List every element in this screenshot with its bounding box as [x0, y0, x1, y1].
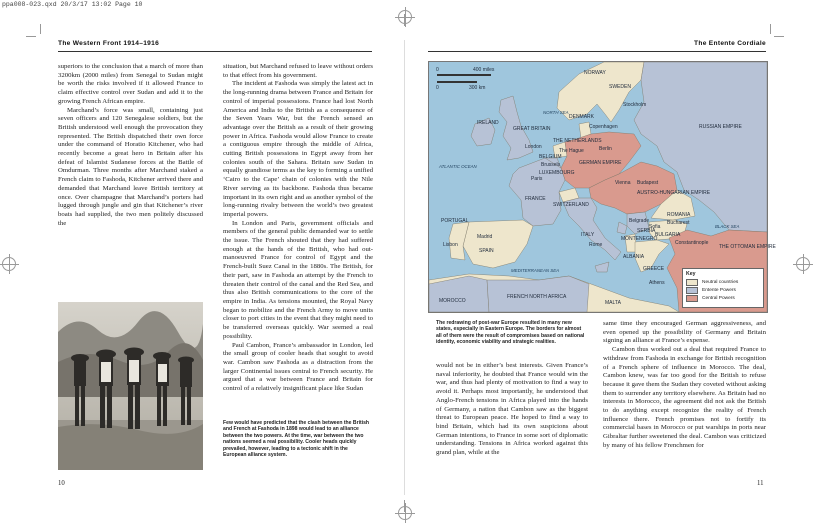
paragraph: situation, but Marchand refused to leave without orders to that effect from his government. — [223, 63, 373, 79]
label-portugal: PORTUGAL — [441, 218, 469, 224]
map-legend — [682, 268, 764, 308]
label-sofia: Sofia — [649, 224, 661, 230]
fashoda-photograph — [58, 302, 203, 470]
label-ireland: IRELAND — [477, 120, 499, 126]
paragraph: Marchand’s force was small, containing just seven officers and 120 Senegalese soldiers, but the British understood well enough the provocation they represented. The British dispatched their own force under the command of Horatio Kitchener, who had recently become a great hero in Britain after his defeat of Islamist Sudanese forces at the Battle of Omdurman. Three months after Marchand staked a French claim to Fashoda, Kitchener arrived there and demanded that Marchand leave British territory at once. Over champagne that Marchand’s porters had lugged through jungle and gin that Kitchener’s river boats had supplied, the two men politely discussed the — [58, 106, 203, 227]
label-athens: Athens — [649, 280, 665, 286]
label-atlantic: ATLANTIC OCEAN — [439, 164, 477, 169]
paragraph: The incident at Fashoda was simply the latest act in the long-running drama between France and Britain for control of imperial possessions. France had lost North America and India to the British as a consequence of the Seven Years War, but the French sensed an advantage over the British as a result of their growing power in Africa. Fashoda would allow France to create a contiguous empire through the middle of Africa, cutting British possessions in Egypt away from her colonies south of the Sahara. Britain saw Sudan in equally grandiose terms as the key to forming a unified ‘Cairo to the Cape’ chain of colonies with the Nile River serving as its backbone. Fashoda thus became important in its own right and as another symbol of the long-running rivalry between the world’s two greatest imperial powers. — [223, 80, 373, 218]
paragraph: In London and Paris, government officials and members of the general public demanded war to settle the issue. The French shouted that they had suffered enough at the hands of the British, who had out-manoeuvred France for control of Egypt and the French-built Suez Canal in the 1880s. The British, for their part, saw in Fashoda an attempt by the French to threaten their control of the canal and the Red Sea, and thus also British communications to the core of the empire in India. As tensions mounted, the Royal Navy began to mobilize and the French Army to move units closer to port cities in the event that they might need to be transferred overseas quickly. War seemed a real possibility. — [223, 219, 373, 340]
running-head-right: The Entente Cordiale — [694, 40, 766, 47]
crop-mark — [774, 36, 784, 37]
photo-illustration — [58, 302, 203, 470]
label-black-sea: BLACK SEA — [715, 224, 740, 229]
running-head-left: The Western Front 1914–1916 — [58, 40, 160, 47]
registration-mark — [398, 506, 412, 520]
label-bulgaria: BULGARIA — [655, 232, 681, 238]
label-north-sea: NORTH SEA — [543, 110, 569, 115]
scale-zero-top: 0 — [436, 67, 439, 73]
legend-item-neutral — [683, 278, 763, 286]
label-switzerland: SWITZERLAND — [553, 202, 589, 208]
label-vienna: Vienna — [615, 180, 631, 186]
label-belgrade: Belgrade — [629, 218, 650, 224]
label-mediterranean: MEDITERRANEAN SEA — [511, 268, 560, 273]
scale-zero-bottom: 0 — [436, 85, 439, 91]
label-budapest: Budapest — [637, 180, 659, 186]
label-italy: ITALY — [581, 232, 595, 238]
label-stockholm: Stockholm — [623, 102, 647, 108]
paragraph: would not be in either’s best interests. Given France’s naval inferiority, he doubted that France would win the war, and thus had plenty of motivation to find a way to avoid it. Perhaps most importantly, he understood that Anglo-French tensions in Africa played into the hands of Germany, a nation that Cambon saw as the biggest threat to European peace. He hoped to find a way to bind Britain, which had its own suspicions about German intentions, to France in some sort of diplomatic understanding. Tensions in Africa worked against this grand plan, while at the — [436, 362, 588, 457]
registration-mark — [796, 257, 810, 271]
label-german-empire: GERMAN EMPIRE — [579, 160, 622, 166]
registration-mark — [2, 257, 16, 271]
label-norway: NORWAY — [584, 70, 606, 76]
label-brussels: Brussels — [541, 162, 561, 168]
slug-line: ppa008-023.qxd 20/3/17 13:02 Page 10 — [2, 1, 143, 8]
left-column-1 — [58, 63, 203, 228]
label-constantinople: Constantinople — [675, 240, 709, 246]
label-greece: GREECE — [643, 266, 665, 272]
legend-swatch-entente — [686, 287, 698, 294]
label-berlin: Berlin — [599, 146, 612, 152]
paragraph: Paul Cambon, France’s ambassador in London, led the small group of cooler heads that sought to avoid war. Cambon saw Fashoda as a distraction from the larger Continental issues central to French security. He argued that a war between France and Britain for control of a relatively insignificant place like Sudan — [223, 341, 373, 393]
right-column-1 — [436, 362, 588, 458]
label-rome: Rome — [589, 242, 603, 248]
label-madrid: Madrid — [477, 234, 493, 240]
label-albania: ALBANIA — [623, 254, 645, 260]
paragraph: same time they encouraged German aggressiveness, and even opened up the possibility of Germany and Britain signing an alliance at France’s expense. — [603, 320, 766, 345]
label-copenhagen: Copenhagen — [589, 124, 618, 130]
scale-miles: 400 miles — [473, 67, 495, 73]
legend-label: Neutral countries — [702, 279, 739, 285]
label-paris: Paris — [531, 176, 543, 182]
crop-mark — [26, 36, 36, 37]
label-morocco: MOROCCO — [439, 298, 466, 304]
map-caption: The redrawing of post-war Europe resulted in many new states, especially in Eastern Europe. The borders for almost all of them were the result of compromises based on national identity, economic viability and strategic realities. — [436, 320, 585, 346]
crop-mark — [770, 24, 771, 34]
left-column-2 — [223, 63, 373, 394]
header-rule-left — [58, 51, 372, 52]
paragraph: superiors to the conclusion that a march of more than 3200km (2000 miles) from Senegal to Sudan might be worth the risks involved if it allowed France to claim effective control over Sudan and add it to the growing French African empire. — [58, 63, 203, 105]
header-rule-right — [428, 51, 766, 52]
label-the-hague: The Hague — [559, 148, 584, 154]
label-russian-empire: RUSSIAN EMPIRE — [699, 124, 742, 130]
label-lisbon: Lisbon — [443, 242, 458, 248]
label-malta: MALTA — [605, 300, 621, 306]
page-number-right: 11 — [757, 480, 764, 487]
scale-km: 300 km — [469, 85, 486, 91]
label-netherlands: THE NETHERLANDS — [553, 138, 602, 144]
label-bucharest: Bucharest — [667, 220, 690, 226]
label-serbia: SERBIA — [637, 228, 656, 234]
legend-swatch-neutral — [686, 279, 698, 286]
label-great-britain: GREAT BRITAIN — [513, 126, 551, 132]
registration-mark — [398, 10, 412, 24]
legend-item-entente — [683, 286, 763, 294]
label-london: London — [525, 144, 542, 150]
page-number-left: 10 — [58, 480, 65, 487]
photo-caption: Few would have predicted that the clash between the British and French at Fashoda in 1898 would lead to an alliance between the two powers. At the time, war between the two nations seemed a real possibility. Cooler heads quickly prevailed, however, leading to a tectonic shift in the European alliance system. — [223, 420, 370, 459]
label-france: FRANCE — [525, 196, 546, 202]
paragraph: Cambon thus worked out a deal that required France to withdraw from Fashoda in exchange for British recognition of a French sphere of influence in Morocco. The deal, Cambon knew, was far too good for the British to refuse because it gave them the Sudan they coveted without asking them to surrender any territory elsewhere. As Britain had no interests in Morocco, the agreement did not ask the British to do anything except recognize the reality of French influence there. French promises not to fortify its commercial bases in Morocco or put warships in ports near Gibraltar further sweetened the deal. Cambon was criticized by many of his fellow Frenchmen for — [603, 346, 766, 449]
legend-label: Central Powers — [702, 295, 735, 301]
legend-swatch-central — [686, 295, 698, 302]
legend-label: Entente Powers — [702, 287, 736, 293]
gutter — [404, 40, 405, 495]
label-austro-hungarian: AUSTRO-HUNGARIAN EMPIRE — [637, 190, 711, 196]
label-luxembourg: LUXEMBOURG — [539, 170, 575, 176]
crop-mark — [40, 24, 41, 34]
label-denmark: DENMARK — [569, 114, 595, 120]
legend-item-central — [683, 294, 763, 302]
label-montenegro: MONTENEGRO — [621, 236, 658, 242]
label-sweden: SWEDEN — [609, 84, 631, 90]
label-spain: SPAIN — [479, 248, 494, 254]
label-french-north-africa: FRENCH NORTH AFRICA — [507, 294, 567, 300]
legend-title: Key — [686, 271, 696, 277]
right-column-2 — [603, 320, 766, 451]
label-belgium: BELGIUM — [539, 154, 562, 160]
label-ottoman: THE OTTOMAN EMPIRE — [719, 244, 776, 250]
label-romania: ROMANIA — [667, 212, 691, 218]
